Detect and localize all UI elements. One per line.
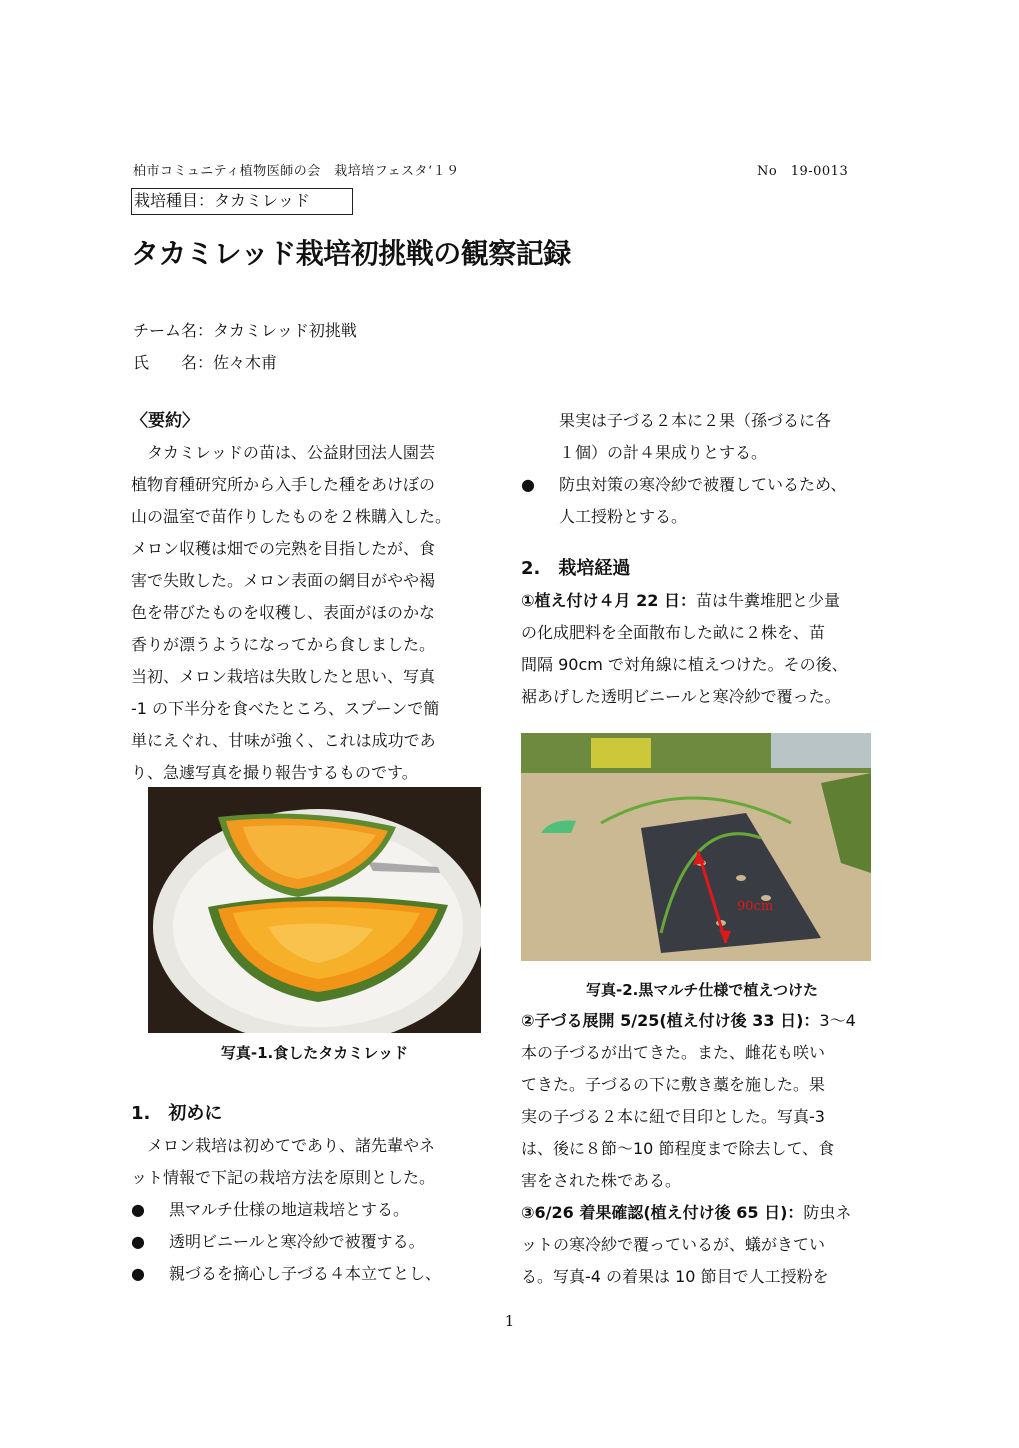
summary-line: 害で失敗した。メロン表面の網目がやや褐 [131,571,436,590]
summary-line: り、急遽写真を撮り報告するものです。 [131,763,418,782]
p2-line: 本の子づるが出てきた。また、雌花も咲い [521,1043,826,1062]
right-column-bottom [521,1005,883,1293]
bullet-icon: ● [131,1264,145,1283]
summary-line: 当初、メロン栽培は失敗したと思い、写真 [131,667,436,686]
bullet-text: 透明ビニールと寒冷紗で被覆する。 [169,1232,425,1251]
section1-line: ット情報で下記の栽培方法を原則とした。 [131,1168,436,1187]
p2-line: は、後に８節～10 節程度まで除去して、食 [521,1139,835,1158]
bullet-icon: ● [521,475,535,494]
left-column [131,405,491,789]
bullet-item [131,1258,491,1290]
page-number: 1 [504,1312,515,1330]
right-column-top [521,405,883,713]
p2-heading: ②子づる展開 5/25(植え付け後 33 日)： [521,1011,820,1030]
distance-label: 90cm [737,899,774,914]
bullet-text: 黒マルチ仕様の地這栽培とする。 [169,1200,410,1219]
p1-line: の化成肥料を全面散布した畝に２株を、苗 [521,623,826,642]
bullet-icon: ● [131,1232,145,1251]
header-right: No 19-0013 [757,164,849,179]
summary-line: 山の温室で苗作りしたものを２株購入した。 [131,507,452,526]
p2-line: 実の子づる２本に紐で目印とした。写真-3 [521,1107,825,1126]
photo1-caption: 写真-1.食したタカミレッド [220,1044,409,1062]
section1 [131,1098,491,1290]
bullet-text: 防虫対策の寒冷紗で被覆しているため、 [559,475,847,494]
p1-line: 間隔 90cm で対角線に植えつけた。その後、 [521,655,848,674]
summary-line: -1 の下半分を食べたところ、スプーンで簡 [131,699,440,718]
p1-heading: ①植え付け４月 22 日： [521,591,696,610]
bullet-item [131,1194,491,1226]
p3-line: る。写真-4 の着果は 10 節目で人工授粉を [521,1267,829,1286]
p1-line: 苗は牛糞堆肥と少量 [695,591,840,610]
bullet-icon: ● [131,1200,145,1219]
bullet-continuation: 人工授粉とする。 [559,507,688,526]
section1-line: メロン栽培は初めてであり、諸先輩やネ [147,1136,436,1155]
summary-line: 単にえぐれ、甘味が強く、これは成功であ [131,731,436,750]
bullet-continuation: １個）の計４果成りとする。 [559,443,768,462]
photo2-caption: 写真-2.黒マルチ仕様で植えつけた [585,981,819,999]
summary-line: 香りが漂うようになってから食しました。 [131,635,436,654]
p3-heading: ③6/26 着果確認(植え付け後 65 日)： [521,1203,804,1222]
bullet-text: 親づるを摘心し子づる４本立てとし、 [169,1264,442,1283]
summary-line: メロン収穫は畑での完熟を目指したが、食 [131,539,436,558]
summary-heading: 〈要約〉 [131,411,199,431]
bullet-continuation: 果実は子づる２本に２果（孫づるに各 [559,411,832,430]
page-title: タカミレッド栽培初挑戦の観察記録 [131,237,571,270]
bullet-item [521,469,883,501]
category-tag: 栽培種目：タカミレッド [131,188,353,215]
team-name: チーム名：タカミレッド初挑戦 [133,321,357,340]
section1-heading: 1. 初めに [131,1103,223,1124]
p3-line: 防虫ネ [803,1203,852,1222]
melon-photo [148,787,481,1033]
bullet-item [131,1226,491,1258]
p3-line: ットの寒冷紗で覆っているが、蟻がきてい [521,1235,826,1254]
summary-line: 植物育種研究所から入手した種をあけぼの [131,475,436,494]
p2-line: てきた。子づるの下に敷き藁を施した。果 [521,1075,826,1094]
p1-line: 裾あげした透明ビニールと寒冷紗で覆った。 [521,687,841,706]
section2-heading: 2. 栽培経過 [521,558,631,579]
field-photo [521,733,871,961]
p2-line: 害をされた株である。 [521,1171,682,1190]
summary-line: 色を帯びたものを収穫し、表面がほのかな [131,603,436,622]
summary-line: タカミレッドの苗は、公益財団法人園芸 [147,443,435,462]
author-name: 氏 名：佐々木甫 [133,353,278,372]
header-left: 柏市コミュニティ植物医師の会 栽培培フェスタ‘１９ [133,164,460,179]
p2-line: 3～4 [819,1011,856,1030]
